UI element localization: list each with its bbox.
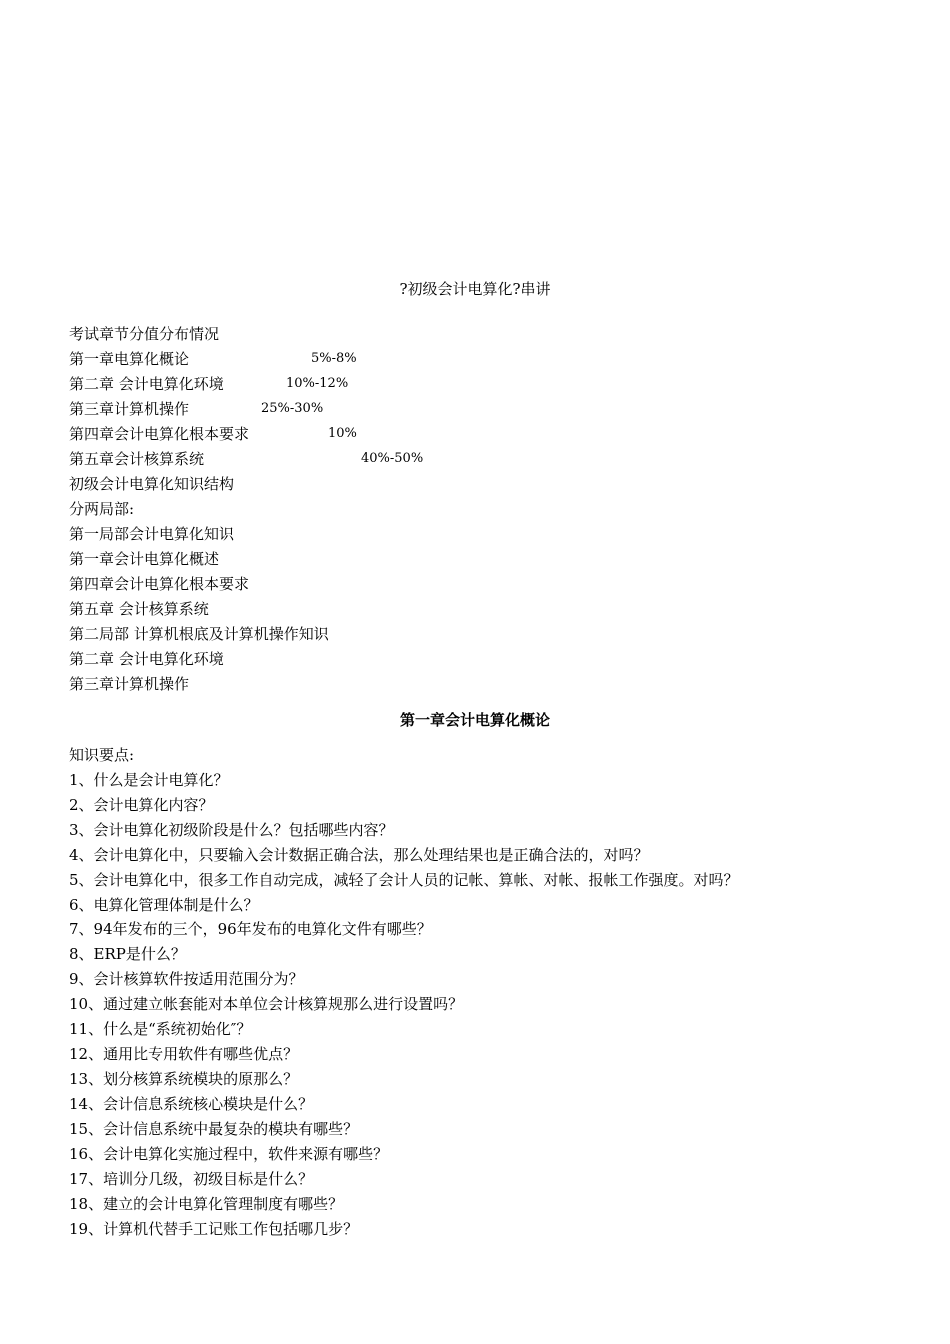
distribution-chapter: 第二章 会计电算化环境 <box>69 375 224 393</box>
structure-line: 第四章会计电算化根本要求 <box>69 575 250 593</box>
structure-line: 第五章 会计核算系统 <box>69 600 209 618</box>
structure-heading: 初级会计电算化知识结构 <box>69 475 235 493</box>
point-item: 6、电算化管理体制是什么？ <box>69 896 259 914</box>
point-item: 2、会计电算化内容？ <box>69 796 214 814</box>
point-item: 19、计算机代替手工记账工作包括哪几步？ <box>69 1220 359 1238</box>
point-item: 13、划分核算系统模块的原那么？ <box>69 1070 299 1088</box>
structure-line: 第一章会计电算化概述 <box>69 550 220 568</box>
distribution-chapter: 第四章会计电算化根本要求 <box>69 425 250 443</box>
structure-line: 第一局部会计电算化知识 <box>69 525 235 543</box>
distribution-score: 25%-30% <box>261 401 324 416</box>
distribution-chapter: 第五章会计核算系统 <box>69 450 205 468</box>
point-item: 3、会计电算化初级阶段是什么？包括哪些内容？ <box>69 821 394 839</box>
point-item: 10、通过建立帐套能对本单位会计核算规那么进行设置吗？ <box>69 995 464 1013</box>
structure-intro: 分两局部: <box>69 500 135 518</box>
point-item: 17、培训分几级，初级目标是什么？ <box>69 1170 314 1188</box>
point-item: 14、会计信息系统核心模块是什么？ <box>69 1095 314 1113</box>
point-item: 8、ERP是什么？ <box>69 945 186 963</box>
distribution-score: 40%-50% <box>361 451 424 466</box>
point-item: 16、会计电算化实施过程中，软件来源有哪些？ <box>69 1145 389 1163</box>
distribution-score: 10% <box>328 426 357 441</box>
point-item: 1、什么是会计电算化？ <box>69 771 229 789</box>
point-item: 12、通用比专用软件有哪些优点？ <box>69 1045 299 1063</box>
point-item: 5、会计电算化中，很多工作自动完成，减轻了会计人员的记帐、算帐、对帐、报帐工作强度。对吗？ <box>69 871 739 889</box>
points-heading: 知识要点: <box>69 746 135 764</box>
point-item: 9、会计核算软件按适用范围分为？ <box>69 970 304 988</box>
chapter1-heading: 第一章会计电算化概论 <box>399 711 550 729</box>
point-item: 15、会计信息系统中最复杂的模块有哪些？ <box>69 1120 359 1138</box>
distribution-heading: 考试章节分值分布情况 <box>69 325 220 343</box>
point-item: 4、会计电算化中，只要输入会计数据正确合法，那么处理结果也是正确合法的，对吗？ <box>69 846 649 864</box>
distribution-score: 5%-8% <box>311 351 357 366</box>
point-item: 7、94年发布的三个，96年发布的电算化文件有哪些？ <box>69 920 432 938</box>
structure-line: 第三章计算机操作 <box>69 675 190 693</box>
point-item: 11、什么是“系统初始化″？ <box>69 1020 252 1038</box>
structure-line: 第二局部 计算机根底及计算机操作知识 <box>69 625 329 643</box>
distribution-chapter: 第一章电算化概论 <box>69 350 190 368</box>
distribution-score: 10%-12% <box>286 376 349 391</box>
structure-line: 第二章 会计电算化环境 <box>69 650 224 668</box>
distribution-chapter: 第三章计算机操作 <box>69 400 190 418</box>
point-item: 18、建立的会计电算化管理制度有哪些？ <box>69 1195 344 1213</box>
document-title: ?初级会计电算化?串讲 <box>399 280 551 298</box>
